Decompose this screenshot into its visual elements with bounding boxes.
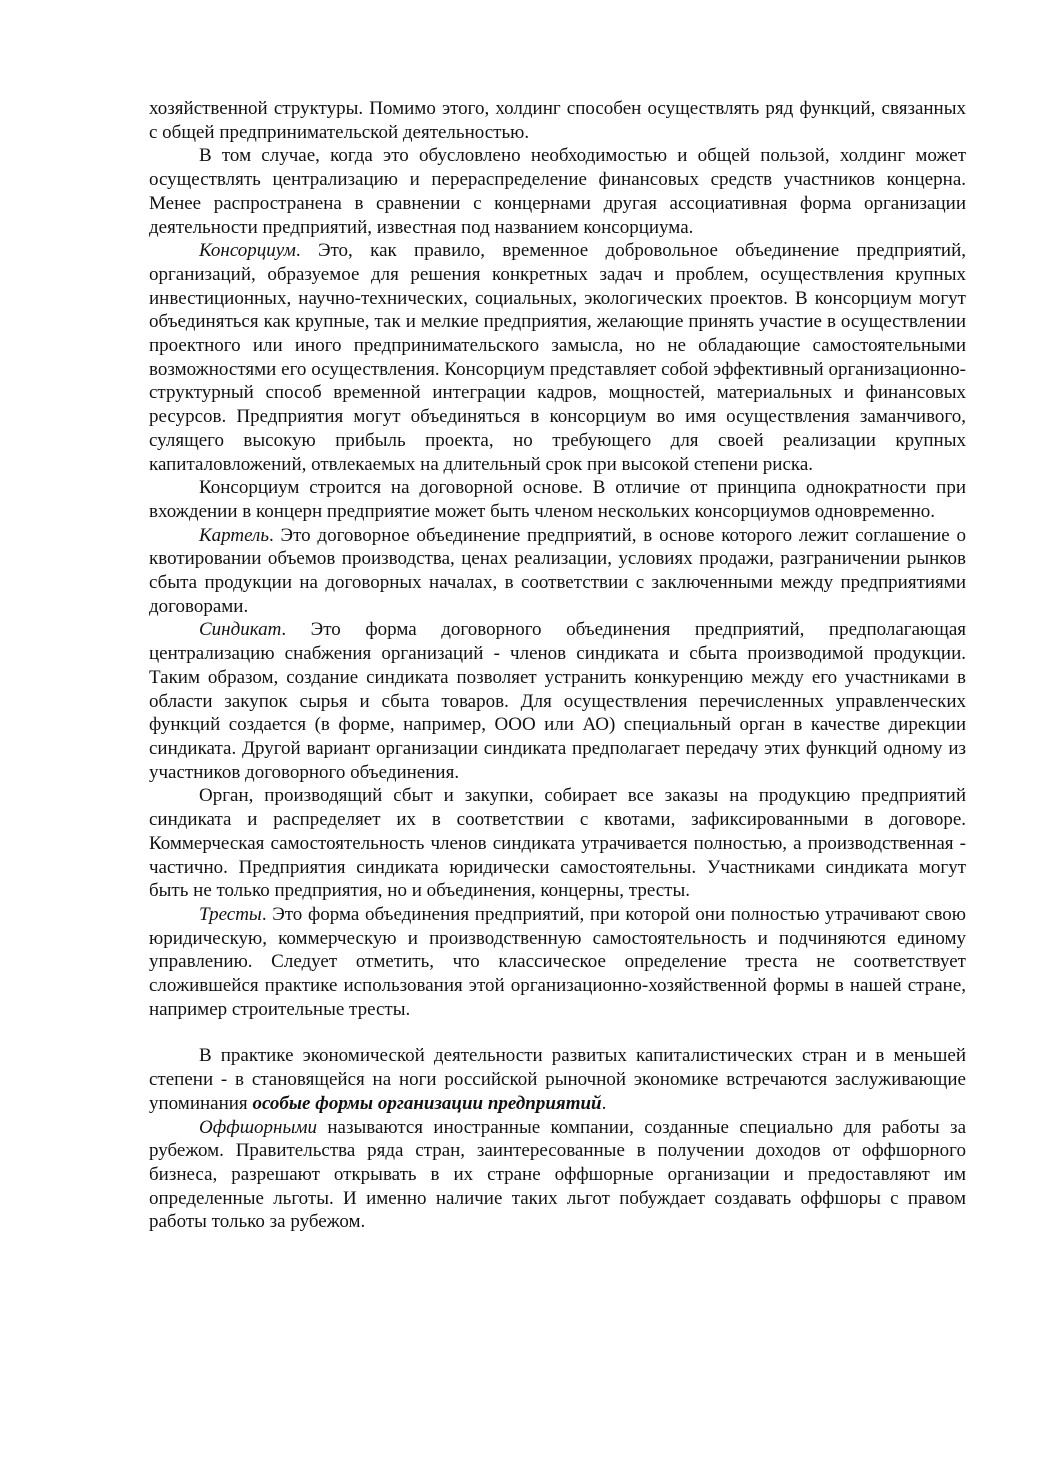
paragraph-syndicate-body: Орган, производящий сбыт и закупки, собирает все заказы на продукцию предприятий синдиката и распределяет их в соответствии с квотами, зафиксированными в договоре. Коммерческая самостоятельность членов синдиката утрачивается полностью, а производственная - частично. Предприятия синдиката юридически самостоятельны. Участниками синдиката могут быть не только предприятия, но и объединения, концерны, тресты. [149, 785, 966, 902]
paragraph-syndicate: Синдикат. Это форма договорного объединения предприятий, предполагающая централизацию снабжения организаций - членов синдиката и сбыта производимой продукции. Таким образом, создание синдиката позволяет устранить конкуренцию между его участниками в области закупок сырья и сбыта товаров. Для осуществления перечисленных управленческих функций создается (в форме, например, ООО или АО) специальный орган в качестве дирекции синдиката. Другой вариант организации синдиката предполагает передачу этих функций одному из участников договорного объединения. [149, 619, 966, 783]
paragraph-holding-centralization: В том случае, когда это обусловлено необходимостью и общей пользой, холдинг может осуществлять централизацию и перераспределение финансовых средств участников концерна. Менее распространена в сравнении с концернами другая ассоциативная форма организации деятельности предприятий, известная под названием консорциума. [149, 145, 966, 238]
term-cartel: Картель [199, 524, 269, 546]
paragraph-special-forms: В практике экономической деятельности развитых капиталистических стран и в меньшей степени - в становящейся на ноги российской рыночной экономике встречаются заслуживающие упоминания особые формы организации предприятий. [149, 1045, 966, 1114]
paragraph-consortium-contract: Консорциум строится на договорной основе. В отличие от принципа однократности при вхождении в концерн предприятие может быть членом нескольких консорциумов одновременно. [149, 477, 966, 522]
paragraph-cartel: Картель. Это договорное объединение предприятий, в основе которого лежит соглашение о квотировании объемов производства, ценах реализации, условиях продажи, разграничении рынков сбыта продукции на договорных началах, в соответствии с заключенными между предприятиями договорами. [149, 524, 966, 617]
paragraph-trusts: Тресты. Это форма объединения предприятий, при которой они полностью утрачивают свою юридическую, коммерческую и производственную самостоятельность и подчиняются единому управлению. Следует отметить, что классическое определение треста не соответствует сложившейся практике использования этой организационно-хозяйственной формы в нашей стране, например строительные тресты. [149, 903, 966, 1020]
term-trusts: Тресты [199, 903, 262, 925]
emphasis-special-forms: особые формы организации предприятий [252, 1092, 602, 1114]
term-syndicate: Синдикат [199, 619, 282, 641]
paragraph-offshore: Оффшорными называются иностранные компании, созданные специально для работы за рубежом. Правительства ряда стран, заинтересованные в получении доходов от оффшорного бизнеса, разрешают открывать в их стране оффшорные организации и предоставляют им определенные льготы. И именно наличие таких льгот побуждает создавать оффшоры с правом работы только за рубежом. [149, 1116, 966, 1233]
paragraph-consortium: Консорциум. Это, как правило, временное добровольное объединение предприятий, организаций, образуемое для решения конкретных задач и проблем, осуществления крупных инвестиционных, научно-технических, социальных, экологических проектов. В консорциум могут объединяться как крупные, так и мелкие предприятия, желающие принять участие в осуществлении проектного или иного предпринимательского замысла, но не обладающие самостоятельными возможностями его осуществления. Консорциум представляет собой эффективный организационно-структурный способ временной интеграции кадров, мощностей, материальных и финансовых ресурсов. Предприятия могут объединяться в консорциум во имя осуществления заманчивого, сулящего высокую прибыль проекта, но требующего для своей реализации крупных капиталовложений, отвлекаемых на длительный срок при высокой степени риска. [149, 240, 966, 475]
term-offshore: Оффшорными [199, 1116, 317, 1138]
paragraph-holding-continued: хозяйственной структуры. Помимо этого, холдинг способен осуществлять ряд функций, связанных с общей предпринимательской деятельностью. [149, 98, 966, 143]
document-body [149, 97, 966, 1234]
term-consortium: Консорциум [199, 240, 296, 262]
